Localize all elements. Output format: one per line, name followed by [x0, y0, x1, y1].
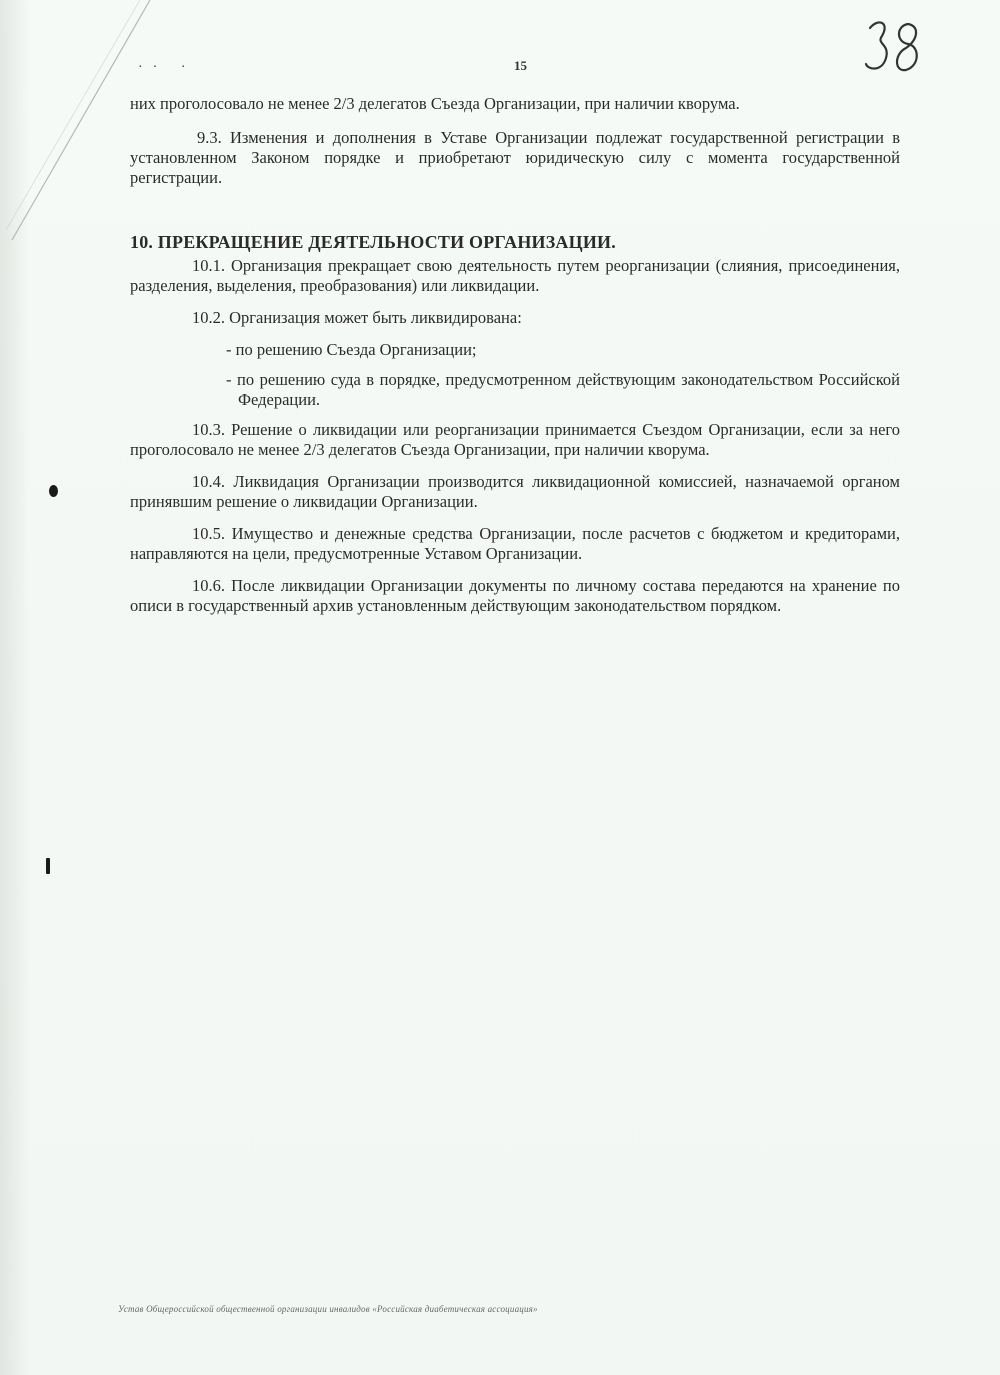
- paragraph-10-2: 10.2. Организация может быть ликвидирована:: [192, 308, 522, 327]
- paragraph-10-6: 10.6. После ликвидации Организации документы по личному состава передаются на хранение по описи в государственный архив установленным действующим законодательством порядком.: [130, 576, 900, 615]
- paragraph-9-3: 9.3. Изменения и дополнения в Уставе Организации подлежат государственной регистрации в установленном Законом порядке и приобретают юридическую силу с момента государственной регистрации.: [130, 128, 900, 187]
- paragraph-10-4: 10.4. Ликвидация Организации производится ликвидационной комиссией, назначаемой органом принявшим решение о ликвидации Организации.: [130, 472, 900, 511]
- paragraph-10-3: 10.3. Решение о ликвидации или реорганизации принимается Съездом Организации, если за него проголосовало не менее 2/3 делегатов Съезда Организации, при наличии кворума.: [130, 420, 900, 459]
- continuation-paragraph: них проголосовало не менее 2/3 делегатов Съезда Организации, при наличии кворума.: [130, 94, 740, 113]
- document-body: [130, 94, 900, 628]
- paragraph-10-1: 10.1. Организация прекращает свою деятельность путем реорганизации (слияния, присоединения, разделения, выделения, преобразования) или ликвидации.: [130, 256, 900, 295]
- handwritten-page-number: [860, 14, 930, 84]
- page-number: 15: [514, 58, 527, 73]
- paragraph-10-5: 10.5. Имущество и денежные средства Организации, после расчетов с бюджетом и кредиторами, направляются на цели, предусмотренные Уставом Организации.: [130, 524, 900, 563]
- list-item: - по решению Съезда Организации;: [226, 340, 477, 359]
- scan-speck: [49, 485, 58, 497]
- section-10-title: 10. ПРЕКРАЩЕНИЕ ДЕЯТЕЛЬНОСТИ ОРГАНИЗАЦИИ.: [130, 232, 616, 252]
- page-footer: Устав Общероссийской общественной организации инвалидов «Российская диабетическая ассоциация»: [118, 1304, 538, 1314]
- scan-speck: [46, 858, 50, 874]
- corner-marks: ·· ·: [138, 60, 196, 75]
- list-item: - по решению суда в порядке, предусмотренном действующим законодательством Российской Федерации.: [226, 370, 900, 409]
